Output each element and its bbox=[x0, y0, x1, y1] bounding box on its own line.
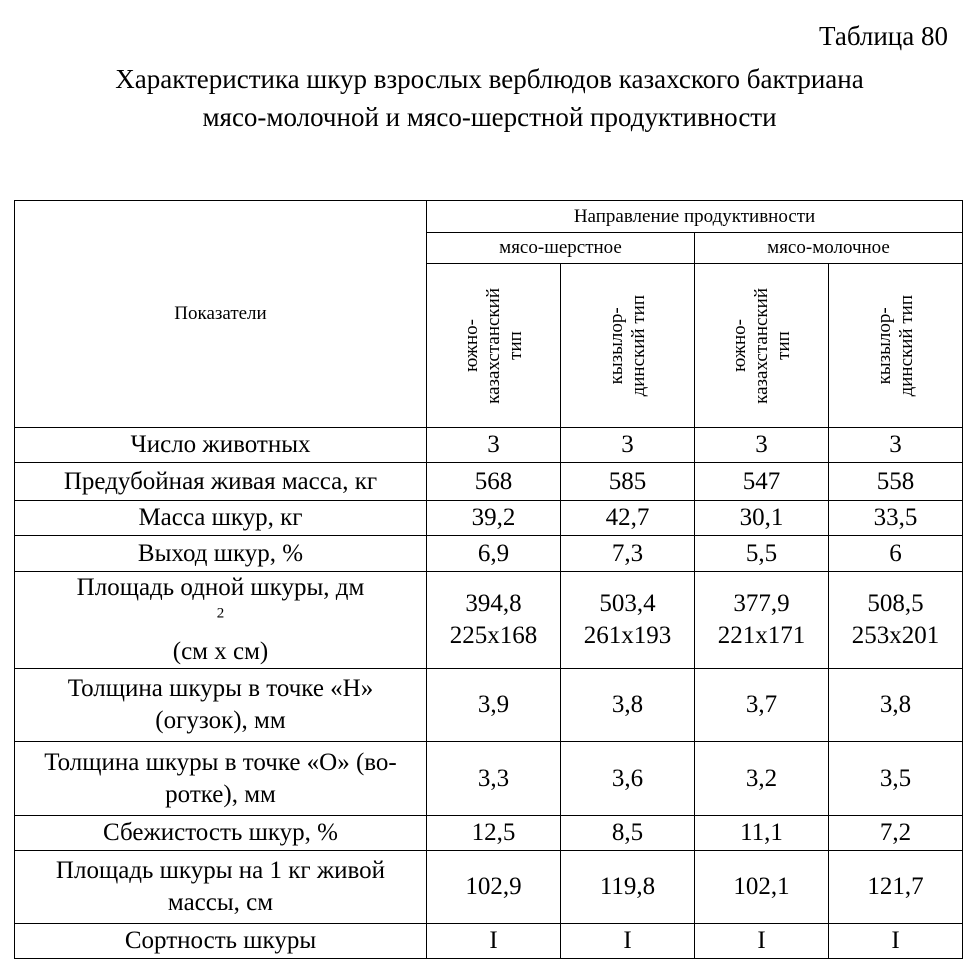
cell-value bbox=[695, 572, 829, 669]
cell-value: 7,2 bbox=[829, 816, 963, 851]
cell-value: 8,5 bbox=[561, 816, 695, 851]
table-row bbox=[15, 536, 963, 572]
cell-value: 3,9 bbox=[427, 669, 561, 742]
cell-value: 3 bbox=[695, 428, 829, 463]
cell-value: 585 bbox=[561, 463, 695, 501]
row-label-line: Площадь одной шкуры, дм bbox=[76, 574, 365, 601]
table-row bbox=[15, 501, 963, 536]
cell-value: 3 bbox=[561, 428, 695, 463]
cell-value: 3,2 bbox=[695, 742, 829, 816]
type-header bbox=[695, 264, 829, 428]
row-label bbox=[15, 742, 427, 816]
cell-value: 3,3 bbox=[427, 742, 561, 816]
cell-value: 102,1 bbox=[695, 851, 829, 924]
row-label-line: массы, см bbox=[167, 889, 274, 916]
table-row bbox=[15, 742, 963, 816]
row-label-line: Толщина шкуры в точке «Н» bbox=[67, 675, 374, 702]
cell-value: 3,7 bbox=[695, 669, 829, 742]
table-row bbox=[15, 924, 963, 959]
row-label: Масса шкур, кг bbox=[15, 501, 427, 536]
cell-value: 121,7 bbox=[829, 851, 963, 924]
row-label: Сортность шкуры bbox=[15, 924, 427, 959]
cell-line: 253х201 bbox=[851, 622, 940, 649]
cell-value bbox=[561, 572, 695, 669]
row-label-line: (см х см) bbox=[172, 638, 269, 665]
table-row bbox=[15, 851, 963, 924]
cell-value: 5,5 bbox=[695, 536, 829, 572]
table-row bbox=[15, 816, 963, 851]
type-header-line: казахстанский bbox=[750, 287, 772, 404]
group-header-meat-wool: мясо-шерстное bbox=[427, 233, 695, 264]
cell-value: 3,8 bbox=[561, 669, 695, 742]
cell-value: 102,9 bbox=[427, 851, 561, 924]
cell-line: 377,9 bbox=[733, 590, 790, 617]
row-label-line: Площадь шкуры на 1 кг живой bbox=[55, 857, 386, 884]
cell-value: I bbox=[561, 924, 695, 959]
type-header-line: тип bbox=[772, 331, 794, 360]
row-label: Сбежистость шкур, % bbox=[15, 816, 427, 851]
direction-header: Направление продуктивности bbox=[427, 201, 963, 233]
table-row bbox=[15, 463, 963, 501]
cell-value bbox=[427, 572, 561, 669]
table-row bbox=[15, 669, 963, 742]
type-header-line: южно- bbox=[728, 319, 750, 372]
cell-value: 3,6 bbox=[561, 742, 695, 816]
title-line-2: мясо-молочной и мясо-шерстной продуктивности bbox=[202, 102, 777, 132]
cell-value: 11,1 bbox=[695, 816, 829, 851]
table-number: Таблица 80 bbox=[819, 21, 948, 51]
row-label: Предубойная живая масса, кг bbox=[15, 463, 427, 501]
camel-hides-table bbox=[14, 200, 963, 959]
cell-line: 394,8 bbox=[465, 590, 522, 617]
cell-value: 558 bbox=[829, 463, 963, 501]
cell-value: 33,5 bbox=[829, 501, 963, 536]
cell-value: 7,3 bbox=[561, 536, 695, 572]
cell-value: 6,9 bbox=[427, 536, 561, 572]
row-label bbox=[15, 669, 427, 742]
type-header-line: динский тип bbox=[627, 294, 649, 397]
row-label-line: (огузок), мм bbox=[155, 707, 286, 734]
type-header bbox=[829, 264, 963, 428]
table-row bbox=[15, 428, 963, 463]
cell-line: 225х168 bbox=[449, 622, 538, 649]
cell-value: 3,5 bbox=[829, 742, 963, 816]
group-header-meat-milk: мясо-молочное bbox=[695, 233, 963, 264]
cell-value: I bbox=[695, 924, 829, 959]
type-header-line: тип bbox=[504, 331, 526, 360]
cell-value: 568 bbox=[427, 463, 561, 501]
row-label-line: ротке), мм bbox=[165, 780, 276, 808]
row-label bbox=[15, 851, 427, 924]
type-header bbox=[561, 264, 695, 428]
table-title bbox=[0, 60, 979, 136]
type-header-line: динский тип bbox=[895, 294, 917, 397]
cell-value: 3 bbox=[829, 428, 963, 463]
cell-value: 6 bbox=[829, 536, 963, 572]
cell-line: 503,4 bbox=[599, 590, 656, 617]
type-header-line: казахстанский bbox=[482, 287, 504, 404]
title-line-1: Характеристика шкур взрослых верблюдов казахского бактриана bbox=[115, 64, 864, 94]
cell-value: I bbox=[427, 924, 561, 959]
cell-value: 3 bbox=[427, 428, 561, 463]
cell-value: 42,7 bbox=[561, 501, 695, 536]
row-label: Выход шкур, % bbox=[15, 536, 427, 572]
cell-value: 547 bbox=[695, 463, 829, 501]
cell-line: 508,5 bbox=[867, 590, 924, 617]
cell-value: 39,2 bbox=[427, 501, 561, 536]
cell-value: 30,1 bbox=[695, 501, 829, 536]
row-label: Число животных bbox=[15, 428, 427, 463]
type-header-line: кызылор- bbox=[873, 306, 895, 385]
superscript: 2 bbox=[216, 605, 225, 622]
cell-value: 119,8 bbox=[561, 851, 695, 924]
table-row bbox=[15, 572, 963, 669]
type-header-line: кызылор- bbox=[605, 306, 627, 385]
type-header bbox=[427, 264, 561, 428]
row-label-line: Толщина шкуры в точке «О» (во- bbox=[44, 748, 397, 776]
cell-value: 12,5 bbox=[427, 816, 561, 851]
cell-line: 221х171 bbox=[717, 622, 806, 649]
cell-value: I bbox=[829, 924, 963, 959]
cell-value bbox=[829, 572, 963, 669]
indicators-header: Показатели bbox=[15, 201, 427, 428]
cell-value: 3,8 bbox=[829, 669, 963, 742]
row-label bbox=[15, 572, 427, 669]
cell-line: 261х193 bbox=[583, 622, 672, 649]
type-header-line: южно- bbox=[460, 319, 482, 372]
